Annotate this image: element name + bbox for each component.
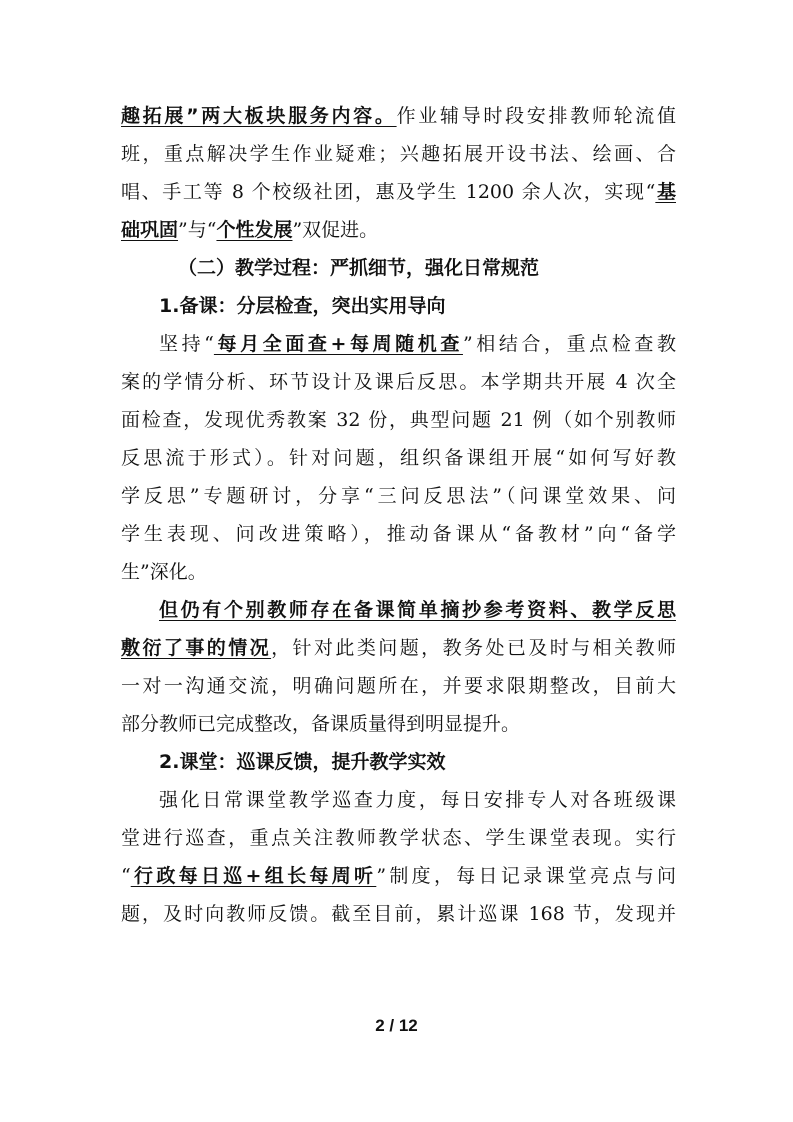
paragraph-ketang-line: 题，及时向教师反馈。截至目前，累计巡课 168 节，发现并 xyxy=(121,903,676,925)
text-span: ”制度，每日记录课堂亮点与问 xyxy=(376,865,676,887)
section-heading: （二）教学过程：严抓细节，强化日常规范 xyxy=(178,257,540,279)
underlined-bold-text: 趣拓展”两大板块服务内容。 xyxy=(121,105,397,127)
underlined-bold-text: 基 xyxy=(655,181,676,203)
underlined-bold-text: 行政每日巡+组长每周听 xyxy=(130,865,377,887)
underlined-bold-text: 但仍有个别教师存在备课简单摘抄参考资料、教学反思 xyxy=(159,599,676,621)
paragraph-beike-line: 案的学情分析、环节设计及课后反思。本学期共开展 4 次全 xyxy=(121,371,676,393)
text-span: ，针对此类问题，教务处已及时与相关教师 xyxy=(271,637,676,659)
paragraph-intro-line xyxy=(121,173,676,211)
paragraph-ketang-line: 强化日常课堂教学巡查力度，每日安排专人对各班级课 xyxy=(159,789,676,811)
paragraph-problem-line xyxy=(121,629,676,667)
text-span: 坚持“ xyxy=(159,333,214,355)
paragraph-problem-line xyxy=(121,591,676,629)
paragraph-ketang-line xyxy=(121,857,676,895)
underlined-bold-text: 敷衍了事的情况 xyxy=(121,637,272,659)
page-number: 2 / 12 xyxy=(375,1016,418,1035)
subsection-heading-beike: 1.备课：分层检查，突出实用导向 xyxy=(159,295,446,317)
paragraph-beike-line: 学反思”专题研讨，分享“三问反思法”（问课堂效果、问 xyxy=(121,485,676,507)
text-span: ”双促进。 xyxy=(292,219,379,241)
text-span: ”相结合，重点检查教 xyxy=(462,333,677,355)
text-span: “ xyxy=(121,865,131,887)
underlined-bold-text: 每月全面查+每周随机查 xyxy=(213,333,463,355)
paragraph-beike-line: 反思流于形式）。针对问题，组织备课组开展“如何写好教 xyxy=(121,447,676,469)
subsection-heading-ketang: 2.课堂：巡课反馈，提升教学实效 xyxy=(159,751,446,773)
paragraph-intro-line xyxy=(121,97,676,135)
paragraph-problem-line: 部分教师已完成整改，备课质量得到明显提升。 xyxy=(121,713,521,735)
underlined-bold-text: 个性发展 xyxy=(216,219,293,241)
body-text xyxy=(121,97,676,933)
text-span: 作业辅导时段安排教师轮流值 xyxy=(396,105,676,127)
paragraph-intro-line: 班，重点解决学生作业疑难；兴趣拓展开设书法、绘画、合 xyxy=(121,143,676,165)
paragraph-beike-line: 生”深化。 xyxy=(121,561,207,583)
text-span: 唱、手工等 8 个校级社团，惠及学生 1200 余人次，实现“ xyxy=(121,181,656,203)
paragraph-problem-line: 一对一沟通交流，明确问题所在，并要求限期整改，目前大 xyxy=(121,675,676,697)
paragraph-intro-line xyxy=(121,211,676,249)
text-span: ”与“ xyxy=(178,219,217,241)
paragraph-beike-line: 面检查，发现优秀教案 32 份，典型问题 21 例（如个别教师 xyxy=(121,409,676,431)
paragraph-beike-line: 学生表现、问改进策略），推动备课从“备教材”向“备学 xyxy=(121,523,676,545)
paragraph-ketang-line: 堂进行巡查，重点关注教师教学状态、学生课堂表现。实行 xyxy=(121,827,676,849)
underlined-bold-text: 础巩固 xyxy=(121,219,179,241)
paragraph-beike-line xyxy=(121,325,676,363)
